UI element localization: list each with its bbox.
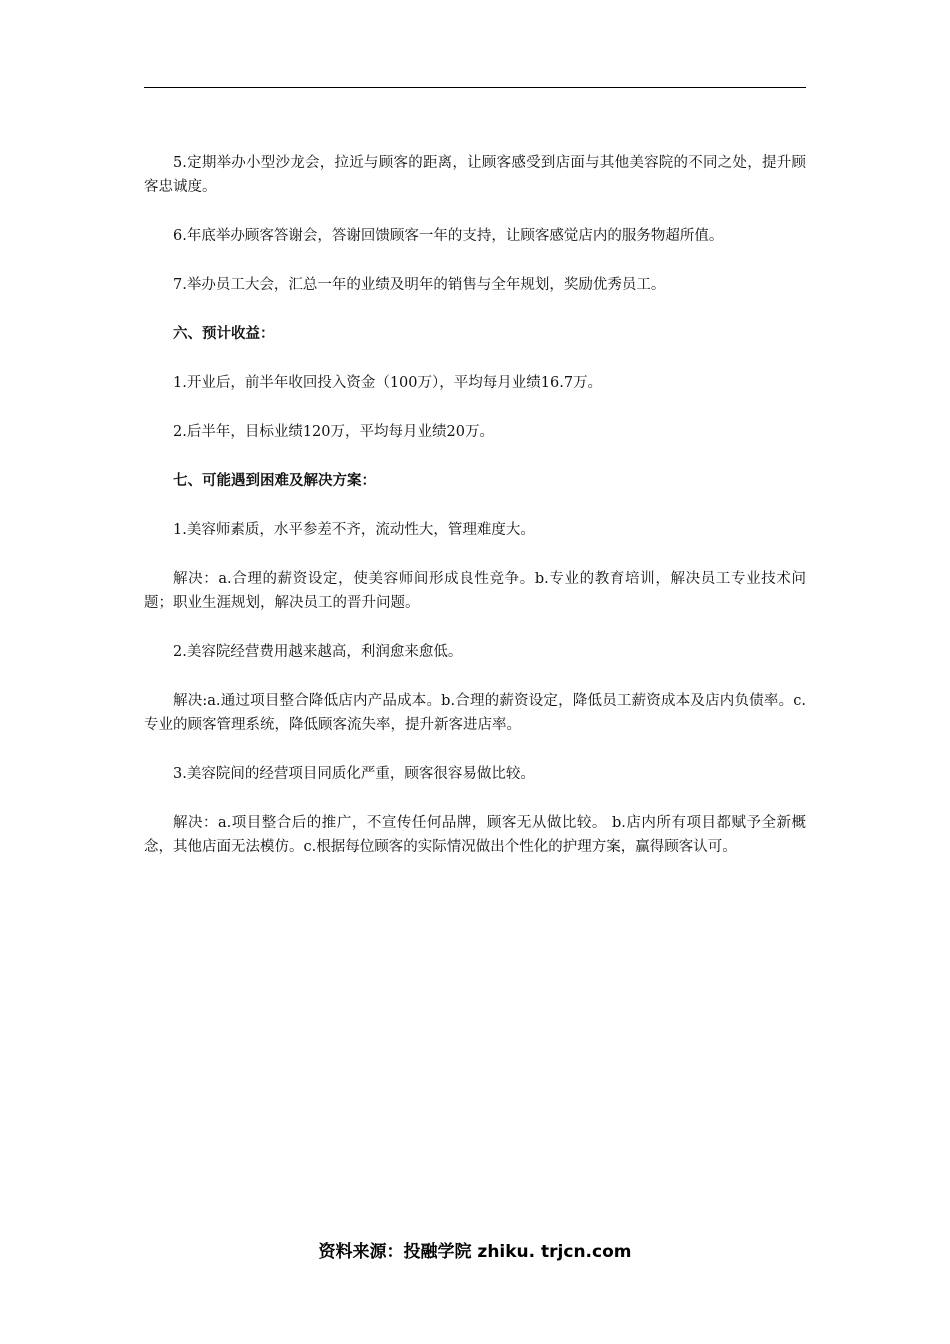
header-rule (144, 87, 806, 88)
paragraph-thanks-event: 6.年底举办顾客答谢会，答谢回馈顾客一年的支持，让顾客感觉店内的服务物超所值。 (173, 228, 724, 244)
paragraph-second-half-year: 2.后半年，目标业绩120万，平均每月业绩20万。 (173, 424, 494, 440)
paragraph-solution-2: 解决:a.通过项目整合降低店内产品成本。b.合理的薪资设定，降低员工薪资成本及店内负债率。c.专业的顾客管理系统，降低顾客流失率，提升新客进店率。 (144, 693, 806, 733)
paragraph-difficulty-2: 2.美容院经营费用越来越高，利润愈来愈低。 (173, 644, 463, 660)
paragraph-difficulty-3: 3.美容院间的经营项目同质化严重，顾客很容易做比较。 (173, 766, 535, 782)
paragraph-difficulty-1: 1.美容师素质，水平参差不齐，流动性大，管理难度大。 (173, 522, 535, 538)
paragraph-staff-meeting: 7.举办员工大会，汇总一年的业绩及明年的销售与全年规划，奖励优秀员工。 (173, 277, 666, 293)
footer-source: 资料来源：投融学院 zhiku. trjcn.com (318, 1242, 632, 1262)
paragraph-solution-1: 解决：a.合理的薪资设定，使美容师间形成良性竞争。b.专业的教育培训，解决员工专业技术问题；职业生涯规划，解决员工的晋升问题。 (144, 571, 806, 611)
paragraph-solution-3: 解决：a.项目整合后的推广，不宣传任何品牌，顾客无从做比较。 b.店内所有项目都赋予全新概念，其他店面无法模仿。c.根据每位顾客的实际情况做出个性化的护理方案，赢得顾客认可。 (144, 815, 806, 855)
section-heading-difficulties: 七、可能遇到困难及解决方案： (173, 472, 376, 489)
document-body (144, 151, 806, 884)
section-heading-expected-revenue: 六、预计收益： (173, 325, 275, 342)
paragraph-salon: 5.定期举办小型沙龙会，拉近与顾客的距离，让顾客感受到店面与其他美容院的不同之处，提升顾客忠诚度。 (144, 155, 806, 195)
paragraph-first-half-year: 1.开业后，前半年收回投入资金（100万），平均每月业绩16.7万。 (173, 375, 603, 391)
